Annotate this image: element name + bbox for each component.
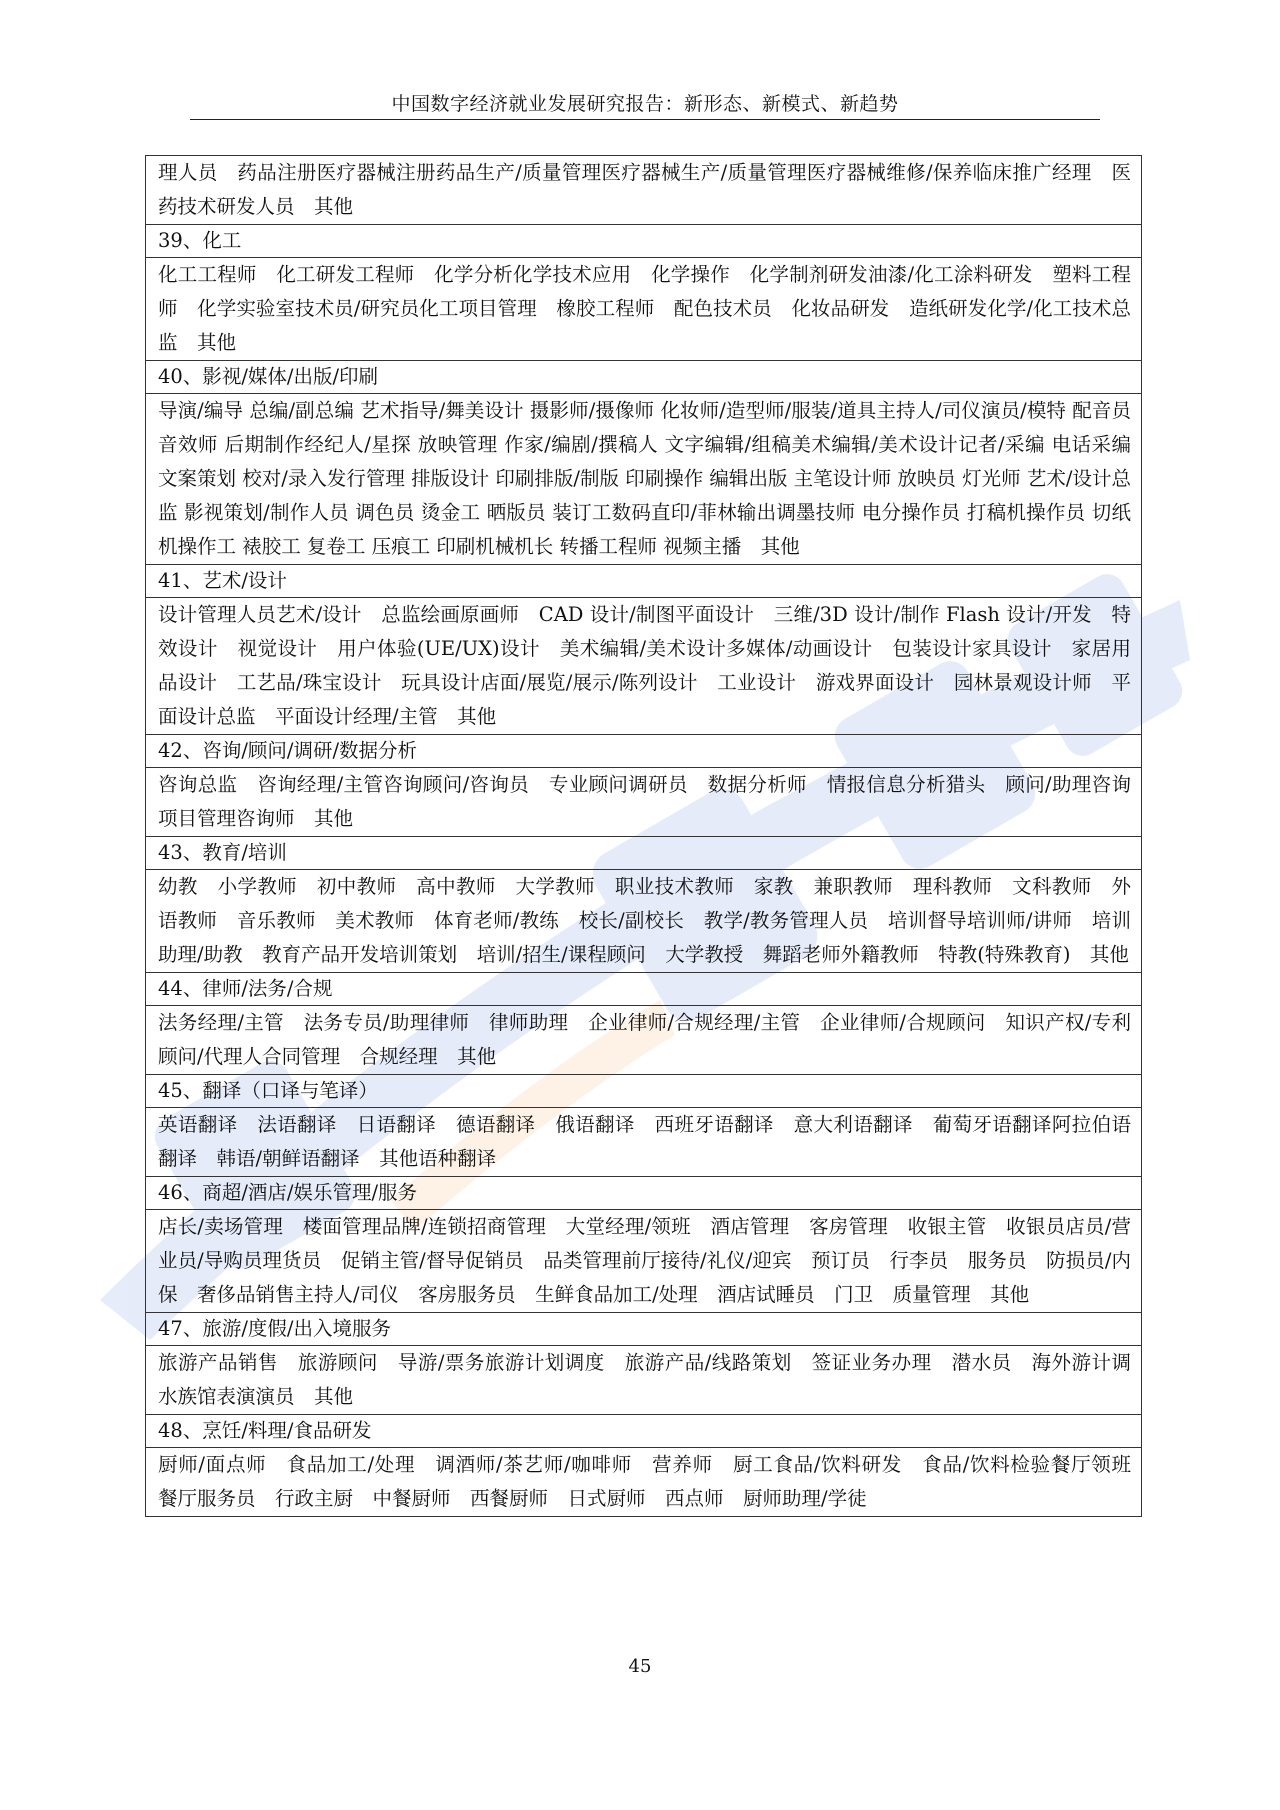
- category-heading: 48、烹饪/料理/食品研发: [146, 1415, 1142, 1448]
- category-heading-row: [146, 973, 1142, 1006]
- occupation-list-row: [146, 156, 1142, 225]
- category-heading: 39、化工: [146, 225, 1142, 258]
- occupation-list-row: [146, 1448, 1142, 1517]
- occupation-list: 理人员 药品注册医疗器械注册药品生产/质量管理医疗器械生产/质量管理医疗器械维修/保养临床推广经理 医药技术研发人员 其他: [146, 156, 1142, 225]
- header-rule: [190, 119, 1100, 120]
- occupation-list: 厨师/面点师 食品加工/处理 调酒师/茶艺师/咖啡师 营养师 厨工食品/饮料研发 食品/饮料检验餐厅领班 餐厅服务员 行政主厨 中餐厨师 西餐厨师 日式厨师 西点师 厨师助理/学徒: [146, 1448, 1142, 1517]
- occupation-list-row: [146, 258, 1142, 361]
- occupation-list-row: [146, 768, 1142, 837]
- occupation-list: 旅游产品销售 旅游顾问 导游/票务旅游计划调度 旅游产品/线路策划 签证业务办理 潜水员 海外游计调 水族馆表演演员 其他: [146, 1346, 1142, 1415]
- category-heading: 41、艺术/设计: [146, 565, 1142, 598]
- category-heading: 43、教育/培训: [146, 837, 1142, 870]
- category-heading-row: [146, 1177, 1142, 1210]
- occupation-list: 法务经理/主管 法务专员/助理律师 律师助理 企业律师/合规经理/主管 企业律师/合规顾问 知识产权/专利顾问/代理人合同管理 合规经理 其他: [146, 1006, 1142, 1075]
- occupation-list-row: [146, 870, 1142, 973]
- category-heading: 40、影视/媒体/出版/印刷: [146, 361, 1142, 394]
- occupation-list-row: [146, 394, 1142, 565]
- category-heading-row: [146, 1313, 1142, 1346]
- page-header-title: 中国数字经济就业发展研究报告：新形态、新模式、新趋势: [391, 93, 899, 115]
- category-heading: 47、旅游/度假/出入境服务: [146, 1313, 1142, 1346]
- occupation-list: 设计管理人员艺术/设计 总监绘画原画师 CAD 设计/制图平面设计 三维/3D 设计/制作 Flash 设计/开发 特效设计 视觉设计 用户体验(UE/UX)设计 美术编辑/美术设计多媒体/动画设计 包装设计家具设计 家居用品设计 工艺品/珠宝设计 玩具设计店面/展览/展示/陈列设计 工业设计 游戏界面设计 园林景观设计师 平面设计总监 平面设计经理/主管 其他: [146, 598, 1142, 735]
- category-heading-row: [146, 361, 1142, 394]
- occupation-list: 化工工程师 化工研发工程师 化学分析化学技术应用 化学操作 化学制剂研发油漆/化工涂料研发 塑料工程师 化学实验室技术员/研究员化工项目管理 橡胶工程师 配色技术员 化妆品研发 造纸研发化学/化工技术总监 其他: [146, 258, 1142, 361]
- category-heading-row: [146, 837, 1142, 870]
- occupation-list-row: [146, 1346, 1142, 1415]
- category-heading: 45、翻译（口译与笔译）: [146, 1075, 1142, 1108]
- occupation-list-row: [146, 1210, 1142, 1313]
- occupation-list: 咨询总监 咨询经理/主管咨询顾问/咨询员 专业顾问调研员 数据分析师 情报信息分析猎头 顾问/助理咨询 项目管理咨询师 其他: [146, 768, 1142, 837]
- category-heading-row: [146, 1415, 1142, 1448]
- page-number: 45: [628, 1656, 652, 1677]
- occupation-list: 幼教 小学教师 初中教师 高中教师 大学教师 职业技术教师 家教 兼职教师 理科教师 文科教师 外语教师 音乐教师 美术教师 体育老师/教练 校长/副校长 教学/教务管理人员 培训督导培训师/讲师 培训助理/助教 教育产品开发培训策划 培训/招生/课程顾问 大学教授 舞蹈老师外籍教师 特教(特殊教育) 其他: [146, 870, 1142, 973]
- category-heading: 42、咨询/顾问/调研/数据分析: [146, 735, 1142, 768]
- occupation-list-row: [146, 598, 1142, 735]
- occupation-table: [145, 155, 1151, 1517]
- category-heading-row: [146, 1075, 1142, 1108]
- occupation-list: 导演/编导 总编/副总编 艺术指导/舞美设计 摄影师/摄像师 化妆师/造型师/服装/道具主持人/司仪演员/模特 配音员 音效师 后期制作经纪人/星探 放映管理 作家/编剧/撰稿人 文字编辑/组稿美术编辑/美术设计记者/采编 电话采编 文案策划 校对/录入发行管理 排版设计 印刷排版/制版 印刷操作 编辑出版 主笔设计师 放映员 灯光师 艺术/设计总监 影视策划/制作人员 调色员 烫金工 晒版员 装订工数码直印/菲林输出调墨技师 电分操作员 打稿机操作员 切纸机操作工 裱胶工 复卷工 压痕工 印刷机械机长 转播工程师 视频主播 其他: [146, 394, 1142, 565]
- occupation-list-row: [146, 1108, 1142, 1177]
- occupation-list-row: [146, 1006, 1142, 1075]
- category-heading-row: [146, 565, 1142, 598]
- occupation-list: 店长/卖场管理 楼面管理品牌/连锁招商管理 大堂经理/领班 酒店管理 客房管理 收银主管 收银员店员/营业员/导购员理货员 促销主管/督导促销员 品类管理前厅接待/礼仪/迎宾 预订员 行李员 服务员 防损员/内保 奢侈品销售主持人/司仪 客房服务员 生鲜食品加工/处理 酒店试睡员 门卫 质量管理 其他: [146, 1210, 1142, 1313]
- occupation-list: 英语翻译 法语翻译 日语翻译 德语翻译 俄语翻译 西班牙语翻译 意大利语翻译 葡萄牙语翻译阿拉伯语翻译 韩语/朝鲜语翻译 其他语种翻译: [146, 1108, 1142, 1177]
- category-heading: 44、律师/法务/合规: [146, 973, 1142, 1006]
- category-heading-row: [146, 225, 1142, 258]
- category-heading-row: [146, 735, 1142, 768]
- category-heading: 46、商超/酒店/娱乐管理/服务: [146, 1177, 1142, 1210]
